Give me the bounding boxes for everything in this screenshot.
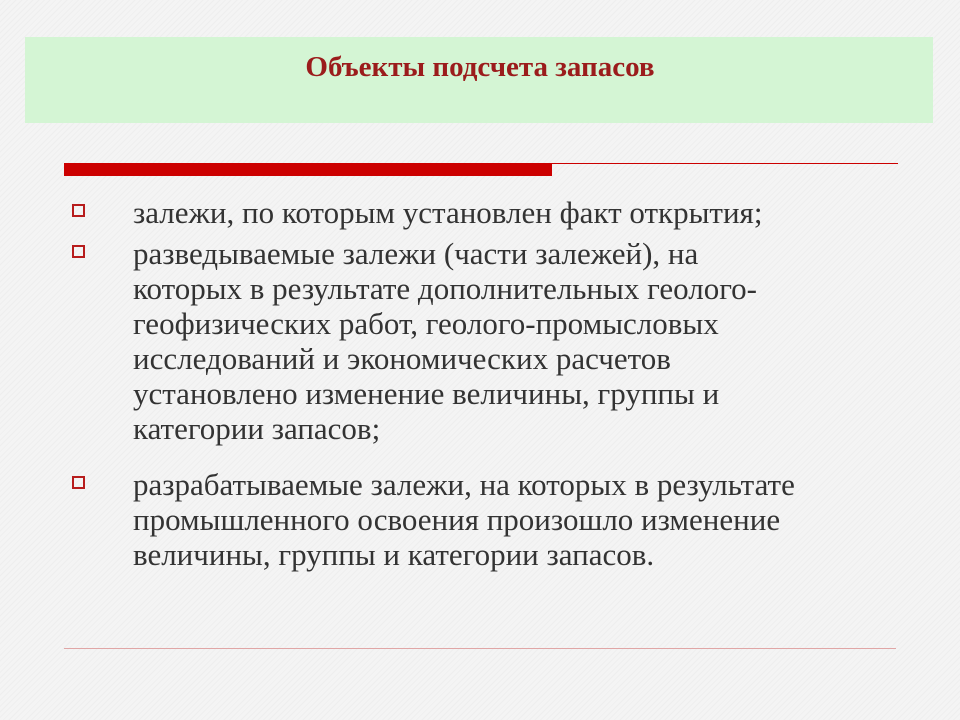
bullet-text xyxy=(133,195,893,230)
bullet-line: установлено изменение величины, группы и xyxy=(133,376,720,411)
hollow-square-bullet-icon xyxy=(72,245,85,258)
hollow-square-bullet-icon xyxy=(72,476,85,489)
accent-rule-thin xyxy=(552,163,898,164)
bullet-line: которых в результате дополнительных геолого- xyxy=(133,271,757,306)
slide-title: Объекты подсчета запасов xyxy=(305,51,655,83)
bullet-line: промышленного освоения произошло изменение xyxy=(133,502,781,537)
hollow-square-bullet-icon xyxy=(72,204,85,217)
footer-rule xyxy=(64,648,896,649)
bullet-line: величины, группы и категории запасов. xyxy=(133,537,655,572)
bullet-text xyxy=(133,467,893,572)
bullet-line: исследований и экономических расчетов xyxy=(133,341,671,376)
bullet-line: категории запасов; xyxy=(133,411,381,446)
bullet-line: разведываемые залежи (части залежей), на xyxy=(133,236,699,271)
bullet-text xyxy=(133,236,893,446)
bullet-line: залежи, по которым установлен факт открытия; xyxy=(133,195,763,230)
bullet-line: разрабатываемые залежи, на которых в результате xyxy=(133,467,795,502)
accent-rule-thick xyxy=(64,163,552,176)
bullet-line: геофизических работ, геолого-промысловых xyxy=(133,306,719,341)
